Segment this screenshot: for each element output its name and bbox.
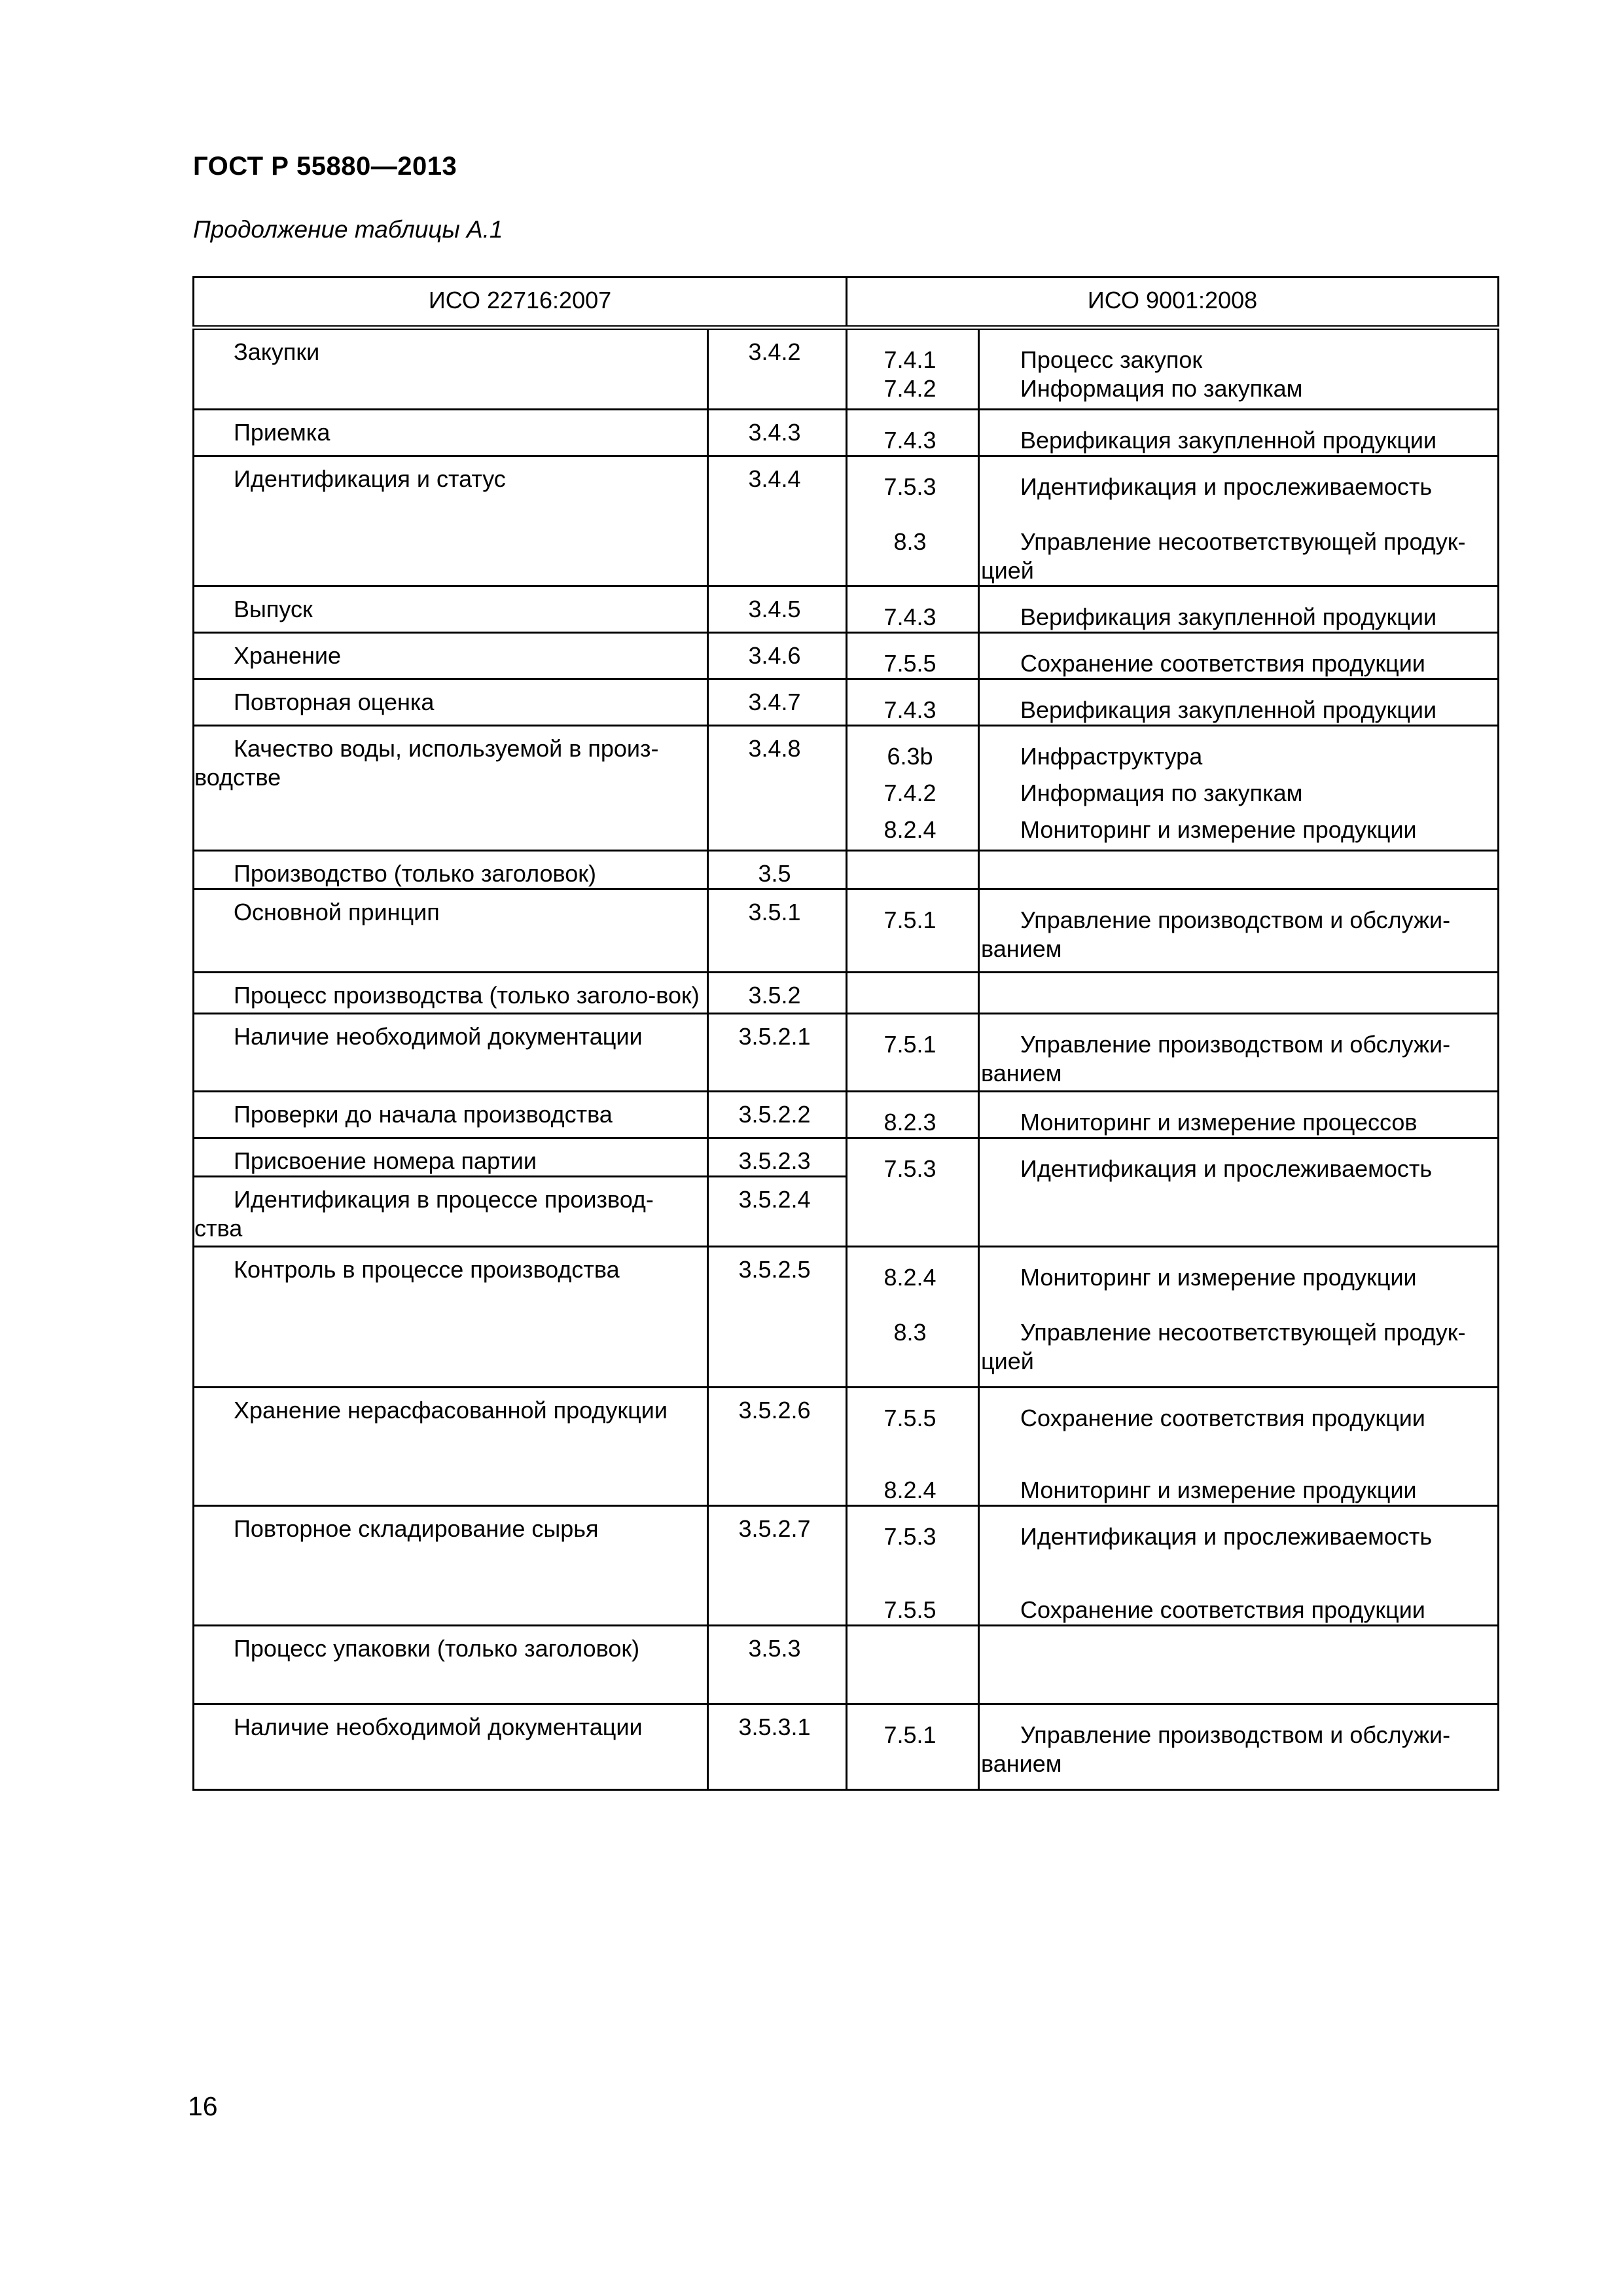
clause-name: Контроль в процессе производства bbox=[194, 1247, 708, 1388]
iso9001-numbers bbox=[847, 1247, 979, 1388]
table-row bbox=[194, 726, 1499, 851]
iso9001-title: Управление производством и обслужи-ванием bbox=[981, 906, 1451, 962]
iso9001-numbers bbox=[847, 410, 979, 456]
iso9001-numbers bbox=[847, 851, 979, 889]
iso9001-title: Управление производством и обслужи-ванием bbox=[981, 1031, 1451, 1086]
iso9001-titles bbox=[979, 633, 1499, 679]
clause-name: Хранение нерасфасованной продукции bbox=[194, 1388, 708, 1506]
table-row bbox=[194, 456, 1499, 586]
iso9001-numbers bbox=[847, 586, 979, 633]
iso9001-titles bbox=[979, 1626, 1499, 1704]
table-row bbox=[194, 973, 1499, 1014]
table-row bbox=[194, 1626, 1499, 1704]
iso9001-title: Мониторинг и измерение процессов bbox=[1020, 1109, 1418, 1136]
table-row bbox=[194, 586, 1499, 633]
clause-name: Проверки до начала производства bbox=[194, 1092, 708, 1138]
iso9001-titles bbox=[979, 1704, 1499, 1790]
iso9001-titles bbox=[979, 851, 1499, 889]
iso9001-titles bbox=[979, 889, 1499, 973]
iso9001-title: Мониторинг и измерение продукции bbox=[1020, 1264, 1417, 1291]
clause-name: Процесс производства (только заголо-вок) bbox=[194, 973, 708, 1014]
iso9001-number: 7.4.2 bbox=[883, 780, 936, 806]
iso9001-numbers bbox=[847, 633, 979, 679]
clause-number: 3.5.2.2 bbox=[708, 1092, 847, 1138]
clause-number: 3.4.7 bbox=[708, 679, 847, 726]
iso9001-number: 8.3 bbox=[893, 528, 927, 555]
table-row bbox=[194, 1092, 1499, 1138]
table-header-row bbox=[194, 278, 1499, 328]
iso9001-titles bbox=[979, 586, 1499, 633]
iso9001-titles bbox=[979, 1506, 1499, 1626]
iso9001-numbers bbox=[847, 1704, 979, 1790]
clause-name: Закупки bbox=[194, 328, 708, 410]
clause-number: 3.4.3 bbox=[708, 410, 847, 456]
iso9001-number: 7.5.5 bbox=[883, 1405, 936, 1431]
table-row bbox=[194, 633, 1499, 679]
iso9001-number: 7.5.5 bbox=[883, 650, 936, 677]
clause-number: 3.4.8 bbox=[708, 726, 847, 851]
iso9001-number: 7.4.3 bbox=[883, 696, 936, 723]
table-row bbox=[194, 1247, 1499, 1388]
table-caption: Продолжение таблицы А.1 bbox=[193, 216, 503, 243]
clause-number: 3.5.2.7 bbox=[708, 1506, 847, 1626]
clause-name: Наличие необходимой документации bbox=[194, 1014, 708, 1092]
iso9001-title: Управление производством и обслужи-ванием bbox=[981, 1721, 1451, 1777]
clause-name: Идентификация в процессе производ-ства bbox=[194, 1177, 708, 1247]
iso9001-numbers bbox=[847, 679, 979, 726]
iso9001-number: 7.5.1 bbox=[883, 906, 936, 933]
iso9001-titles bbox=[979, 328, 1499, 410]
iso9001-number: 7.5.5 bbox=[883, 1596, 936, 1623]
iso9001-numbers bbox=[847, 1388, 979, 1506]
iso9001-titles bbox=[979, 679, 1499, 726]
clause-name: Приемка bbox=[194, 410, 708, 456]
clause-number: 3.5.3.1 bbox=[708, 1704, 847, 1790]
iso9001-title: Управление несоответствующей продук-цией bbox=[981, 1319, 1466, 1374]
iso9001-number: 8.2.4 bbox=[883, 816, 936, 843]
clause-number: 3.5.2.4 bbox=[708, 1177, 847, 1247]
clause-name: Основной принцип bbox=[194, 889, 708, 973]
iso9001-numbers bbox=[847, 1626, 979, 1704]
clause-number: 3.5.2.6 bbox=[708, 1388, 847, 1506]
clause-name: Повторная оценка bbox=[194, 679, 708, 726]
iso9001-number: 8.2.4 bbox=[883, 1477, 936, 1503]
table-row bbox=[194, 851, 1499, 889]
iso9001-titles bbox=[979, 1138, 1499, 1247]
iso9001-number: 7.5.1 bbox=[883, 1031, 936, 1058]
iso9001-titles bbox=[979, 1247, 1499, 1388]
iso9001-title: Сохранение соответствия продукции bbox=[1020, 650, 1425, 677]
clause-number: 3.5.2.3 bbox=[708, 1138, 847, 1177]
clause-number: 3.5.1 bbox=[708, 889, 847, 973]
table-row bbox=[194, 410, 1499, 456]
clause-number: 3.5.3 bbox=[708, 1626, 847, 1704]
iso9001-numbers bbox=[847, 1506, 979, 1626]
table-row bbox=[194, 1506, 1499, 1626]
clause-number: 3.4.5 bbox=[708, 586, 847, 633]
iso9001-title: Верификация закупленной продукции bbox=[1020, 696, 1437, 723]
iso9001-title: Сохранение соответствия продукции bbox=[1020, 1596, 1425, 1623]
iso9001-numbers bbox=[847, 889, 979, 973]
iso9001-title: Сохранение соответствия продукции bbox=[1020, 1405, 1425, 1431]
clause-number: 3.5.2.1 bbox=[708, 1014, 847, 1092]
iso9001-title: Верификация закупленной продукции bbox=[1020, 603, 1437, 630]
iso9001-titles bbox=[979, 410, 1499, 456]
iso9001-number: 7.5.1 bbox=[883, 1721, 936, 1748]
clause-name: Выпуск bbox=[194, 586, 708, 633]
clause-name: Присвоение номера партии bbox=[194, 1138, 708, 1177]
iso9001-numbers bbox=[847, 1092, 979, 1138]
clause-name: Качество воды, используемой в произ-водстве bbox=[194, 726, 708, 851]
table-row bbox=[194, 679, 1499, 726]
iso9001-title: Мониторинг и измерение продукции bbox=[1020, 816, 1417, 843]
iso9001-numbers bbox=[847, 1138, 979, 1247]
iso9001-titles bbox=[979, 973, 1499, 1014]
iso9001-number: 8.2.4 bbox=[883, 1264, 936, 1291]
iso9001-title: Идентификация и прослеживаемость bbox=[1020, 1155, 1433, 1182]
clause-number: 3.5 bbox=[708, 851, 847, 889]
iso9001-number: 7.4.2 bbox=[883, 375, 936, 402]
table-row bbox=[194, 1014, 1499, 1092]
iso9001-titles bbox=[979, 456, 1499, 586]
table-row bbox=[194, 328, 1499, 410]
iso9001-title: Управление несоответствующей продук-цией bbox=[981, 528, 1466, 584]
page-number: 16 bbox=[188, 2091, 218, 2121]
iso9001-numbers bbox=[847, 973, 979, 1014]
table-row bbox=[194, 889, 1499, 973]
iso9001-numbers bbox=[847, 1014, 979, 1092]
table-row bbox=[194, 1388, 1499, 1506]
correspondence-table bbox=[192, 276, 1499, 1791]
table-row bbox=[194, 1704, 1499, 1790]
clause-name: Производство (только заголовок) bbox=[194, 851, 708, 889]
clause-number: 3.4.2 bbox=[708, 328, 847, 410]
iso9001-title: Идентификация и прослеживаемость bbox=[1020, 1523, 1433, 1550]
clause-name: Идентификация и статус bbox=[194, 456, 708, 586]
iso9001-number: 7.4.3 bbox=[883, 427, 936, 454]
iso9001-titles bbox=[979, 1092, 1499, 1138]
column-header-iso9001: ИСО 9001:2008 bbox=[847, 278, 1499, 328]
iso9001-title: Идентификация и прослеживаемость bbox=[1020, 473, 1433, 500]
iso9001-number: 7.4.1 bbox=[883, 346, 936, 373]
clause-name: Процесс упаковки (только заголовок) bbox=[194, 1626, 708, 1704]
iso9001-titles bbox=[979, 1014, 1499, 1092]
iso9001-title: Информация по закупкам bbox=[1020, 375, 1303, 402]
table-row bbox=[194, 1138, 1499, 1177]
iso9001-title: Мониторинг и измерение продукции bbox=[1020, 1477, 1417, 1503]
iso9001-title: Информация по закупкам bbox=[1020, 780, 1303, 806]
iso9001-number: 6.3b bbox=[887, 743, 933, 770]
iso9001-titles bbox=[979, 726, 1499, 851]
iso9001-number: 8.3 bbox=[893, 1319, 927, 1346]
iso9001-title: Верификация закупленной продукции bbox=[1020, 427, 1437, 454]
iso9001-title: Инфраструктура bbox=[1020, 743, 1203, 770]
clause-number: 3.5.2 bbox=[708, 973, 847, 1014]
clause-number: 3.4.4 bbox=[708, 456, 847, 586]
standard-designation: ГОСТ Р 55880—2013 bbox=[193, 152, 457, 181]
clause-number: 3.5.2.5 bbox=[708, 1247, 847, 1388]
clause-name: Хранение bbox=[194, 633, 708, 679]
iso9001-numbers bbox=[847, 328, 979, 410]
iso9001-title: Процесс закупок bbox=[1020, 346, 1203, 373]
clause-name: Наличие необходимой документации bbox=[194, 1704, 708, 1790]
iso9001-number: 7.5.3 bbox=[883, 473, 936, 500]
iso9001-number: 8.2.3 bbox=[883, 1109, 936, 1136]
clause-name: Повторное складирование сырья bbox=[194, 1506, 708, 1626]
column-header-iso22716: ИСО 22716:2007 bbox=[194, 278, 847, 328]
iso9001-numbers bbox=[847, 456, 979, 586]
clause-number: 3.4.6 bbox=[708, 633, 847, 679]
iso9001-number: 7.5.3 bbox=[883, 1523, 936, 1550]
iso9001-number: 7.5.3 bbox=[883, 1155, 936, 1182]
iso9001-titles bbox=[979, 1388, 1499, 1506]
iso9001-numbers bbox=[847, 726, 979, 851]
iso9001-number: 7.4.3 bbox=[883, 603, 936, 630]
